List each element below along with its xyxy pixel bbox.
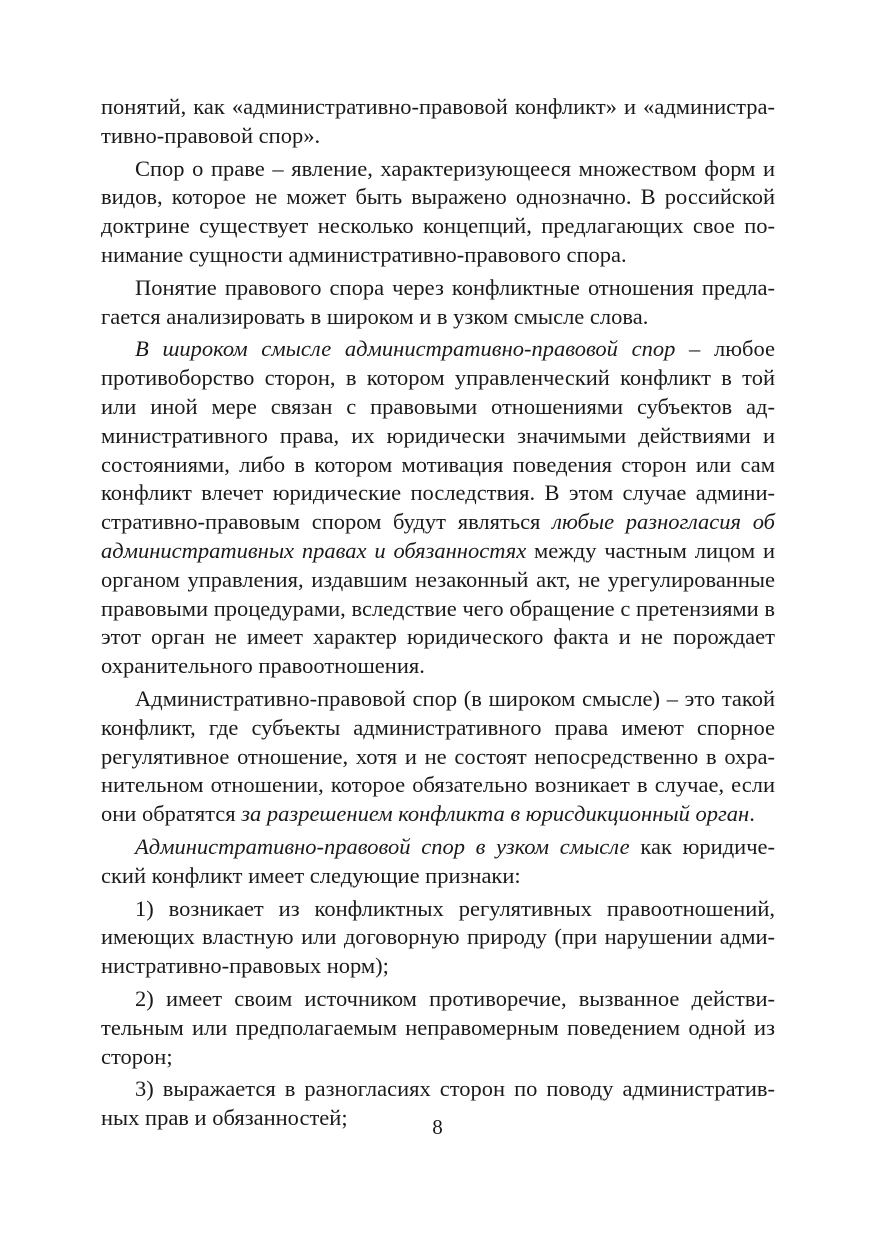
paragraph-text: 3) выражается в разногласиях сторон по поводу административных прав и обязанностей; <box>101 1076 775 1131</box>
paragraph-text: Спор о праве – явление, характеризующееся множеством форм и видов, которое не может быть выражено однозначно. В российской доктрине существует несколько концепций, предлагающих свое понимание сущности административно-правового спора. <box>101 155 775 267</box>
paragraph-text: 1) возникает из конфликтных регулятивных правоотношений, имеющих властную или договорную природу (при нарушении административно-правовых норм); <box>101 895 775 979</box>
italic-term: В широком смысле административно-правовой спор <box>135 336 676 362</box>
paragraph-broad-narrow <box>101 274 775 332</box>
italic-term: любые разногласия об административных правах и обязанностях <box>101 509 775 563</box>
paragraph-broad-sense-conflict <box>101 685 775 829</box>
paragraph-text: понятий, как «административно-правовой конфликт» и «административно-правовой спор». <box>101 94 775 148</box>
paragraph-text: Административно-правовой спор (в широком смысле) – это такой конфликт, где субъекты административного права имеют спорное регулятивное отношение, хотя и не состоят непосредственно в охранительном отношении, которое обязательно возникает в случае, если они обратятся <box>101 685 775 827</box>
page-body <box>101 93 775 1137</box>
paragraph-continuation <box>101 93 775 151</box>
paragraph-text: между частным лицом и органом управления, издавшим незаконный акт, не урегулированные правовыми процедурами, вследствие чего обращение с претензиями в этот орган не имеет характер юридического факта и не порождает охранительного правоотношения. <box>101 537 775 679</box>
page-number: 8 <box>432 1115 443 1139</box>
paragraph-dispute-definition <box>101 155 775 270</box>
paragraph-broad-sense <box>101 335 775 681</box>
paragraph-text: как юридический конфликт имеет следующие признаки: <box>101 833 775 888</box>
paragraph-text: 2) имеет своим источником противоречие, вызванное действительным или предполагаемым неправомерным поведением одной из сторон; <box>101 985 775 1069</box>
italic-term: за разрешением конфликта в юрисдикционный орган <box>241 801 750 827</box>
paragraph-text: – любое противоборство сторон, в котором управленческий конфликт в той или иной мере связан с правовыми отношениями субъектов административного права, их юридически значимыми действиями и состояниями, либо в котором мотивация поведения сторон или сам конфликт влечет юридические последствия. В этом случае административно-правовым спором будут являться <box>101 336 775 535</box>
list-item-1 <box>101 895 775 981</box>
paragraph-text: Понятие правового спора через конфликтные отношения предлагается анализировать в широком и в узком смысле слова. <box>101 274 775 329</box>
list-item-2 <box>101 985 775 1071</box>
italic-term: Административно-правовой спор в узком смысле <box>135 833 630 859</box>
paragraph-narrow-sense <box>101 833 775 891</box>
paragraph-text: . <box>749 801 755 827</box>
